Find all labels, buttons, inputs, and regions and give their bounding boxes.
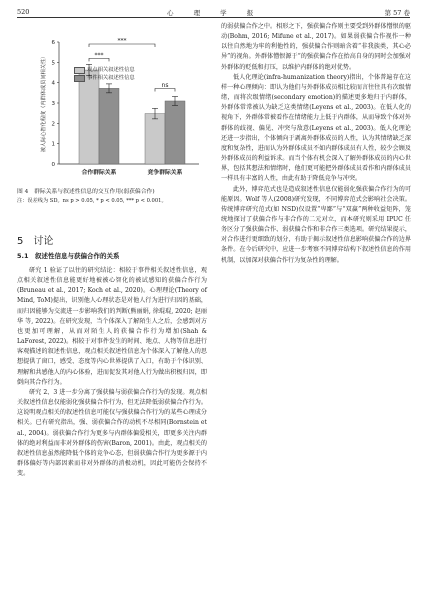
legend-item-1 [74,66,135,74]
legend-swatch-2 [74,75,85,82]
bar-0-0 [79,70,99,164]
sig-between-label: *** [117,37,127,45]
header-rule [17,17,410,18]
y-axis-label: 被人际心智化程度（内群体成员间相关性） [41,53,47,153]
right-column-body [221,22,411,266]
figure-caption-block [17,188,207,206]
figure-caption: 图 4 群际关系与叙述性信息的交互作用(弱获偏合作) [17,189,155,195]
y-tick-label-1: 1 [51,141,55,148]
figure-note: 注：误差线为 SD。ns p > 0.05, * p < 0.05, *** p < 0.001。 [17,198,167,204]
journal-title: 心 理 学 报 [167,9,263,17]
section-title: 5 讨论 [17,236,54,247]
x-tick-label-1: 竞争群际关系 [147,170,183,176]
chart-legend [74,66,135,82]
legend-item-2 [74,74,135,82]
y-tick-label-2: 2 [51,121,55,128]
figure-4-chart [17,24,207,188]
sig-group1-label: *** [94,51,104,59]
right-paragraph-1: 的弱获偏合作之中。相形之下，强获偏合作则主要受到外群体憎恨的驱动(Bohm, 2016; Mifune et al., 2017)。如果弱获偏合作视作一种以往自然地为牢的利他性的，强获偏合作则暗含着“非我族类，其心必异”的视角。外群体憎恨源于“的强获偏合作在抬高自身的同时会加强对外群体的贬低和打压，以维护内群体的绝对优势。 [221,23,411,71]
left-paragraph-1: 研究 1 验证了以往的研究结论：相较于事件相关叙述性信息，观点相关叙述性信息能更好地被被心智化的被试感知的获偏合作行为(Bruneau et al., 2017; Koch et al., 2020)。心理理论(Theory of Mind, ToM)提出，识别他人心理状态是对他人行为进行归因的基础，而归因能够为交流进一步影响我们的判断(熊丽娟, 徐琨琨, 2020; 赵丽华 等, 2022)。在研究发现，当个体深入了解陌生人之后，会感到对方也更加可理解，从而对陌生人的获偏合作行为增加(Shah & LaForest, 2022)。相较于对事件发生的时间、地点、人物等信息进行客观描述的叙述性信息，观点相关叙述性信息为个体深入了解他人的思想提供了窗口，感受、态度等内心世界提供了入口，有助于个体识别、理解和共感他人的内心体验，进而促发其对他人行为做出积极归因，即倒向其合作行为。 [17,267,207,386]
left-paragraph-2: 研究 2、3 进一步分离了强获偏与弱获偏合作行为的发现。观点相关叙述性信息仅能弱化强获偏合作行为，但无法降低弱获偏合作行为。这说明观点相关的叙述性信息可能仅与强获偏合作行为的某些心理成分相关。已有研究指出，强、弱获偏合作的动机不尽相同(Bornstein et al., 2004)。弱获偏合作行为更多与内群体偏爱相关，即更多关注内群体的绝对利益而非对外群体的伤害(Baron, 2001)。由此，观点相关的叙述性信息虽然能降低个体的竞争心态，但弱获偏合作行为更多源于内群体偏好等内部因素而非对外群体的消极动机，因此可能仍会保持不变。 [17,388,207,478]
y-tick-label-3: 3 [51,101,55,107]
legend-label-2: 事件相关叙述性信息 [87,75,135,81]
page-number: 520 [17,8,30,16]
legend-swatch-1 [74,67,85,74]
bar-chart-svg [17,24,207,188]
y-tick-label-4: 4 [51,80,55,87]
subsection-title: 5.1 叙述性信息与获偏合作的关系 [17,252,120,260]
sig-group2-label: ns [161,81,169,89]
bar-1-1 [165,101,185,164]
right-paragraph-3: 此外，博弈范式也是造成叙述性信息仅能弱化强获偏合作行为的可能原因。Wolf 等人(2008)研究发现，不同博弈范式会影响社会决策。传统博弈研究范式(如 NSD)仅设置“卑鄙”与“双赢”两种收益矩阵，笼统地探讨了获偏合作与非合作的二元对立，而本研究则采用 IPUC 任务区分了强获偏合作、弱获偏合作和非合作三类选项。研究结果提示，对合作进行更细致的划分，有助于揭示叙述性信息影响获偏合作的边界条件。在今后研究中，应进一步考察不同博弈结构下叙述性信息的作用机制，以加深对获偏合作行为复杂性的理解。 [221,185,411,264]
y-tick-label-0: 0 [51,162,55,168]
bar-1-0 [145,114,165,164]
left-column-body [17,266,207,479]
y-tick-label-5: 5 [51,60,55,67]
volume-label: 第 57 卷 [384,9,410,17]
x-tick-label-0: 合作群际关系 [81,170,117,176]
legend-label-1: 观点相关叙述性信息 [87,67,135,73]
bar-0-1 [99,88,119,164]
right-paragraph-2: 低人化理论(infra-humanization theory)指出，个体普遍存在这样一种心理倾向：即认为他们与外群体成员相比较而言往往具有次级情绪，而将次级情绪(secondary emotion)的描述更多地归于内群体，外群体常常被认为缺乏这类情绪(Leyens et al., 2003)。在低人化的视角下，外群体常被看作在情绪能力上低于内群体，从而导致个体对外群体的歧视、偏见、冲突与敌意(Leyens et al., 2003)。低人化理论还进一步指出，个体倾向于剥离外群体成员的人性，认为其情绪缺乏深度和复杂性，进而认为外群体成员不如内群体成员有人性，较少会顾及外群体成员的利益诉求。而当个体有机会深入了解外群体成员的内心世界，包括其想法和情绪时，他们更可能把外群体成员看作和内群体成员一样具有丰富的人性，由此有助于降低竞争与冲突。 [221,73,411,183]
y-tick-label-6: 6 [51,40,55,46]
